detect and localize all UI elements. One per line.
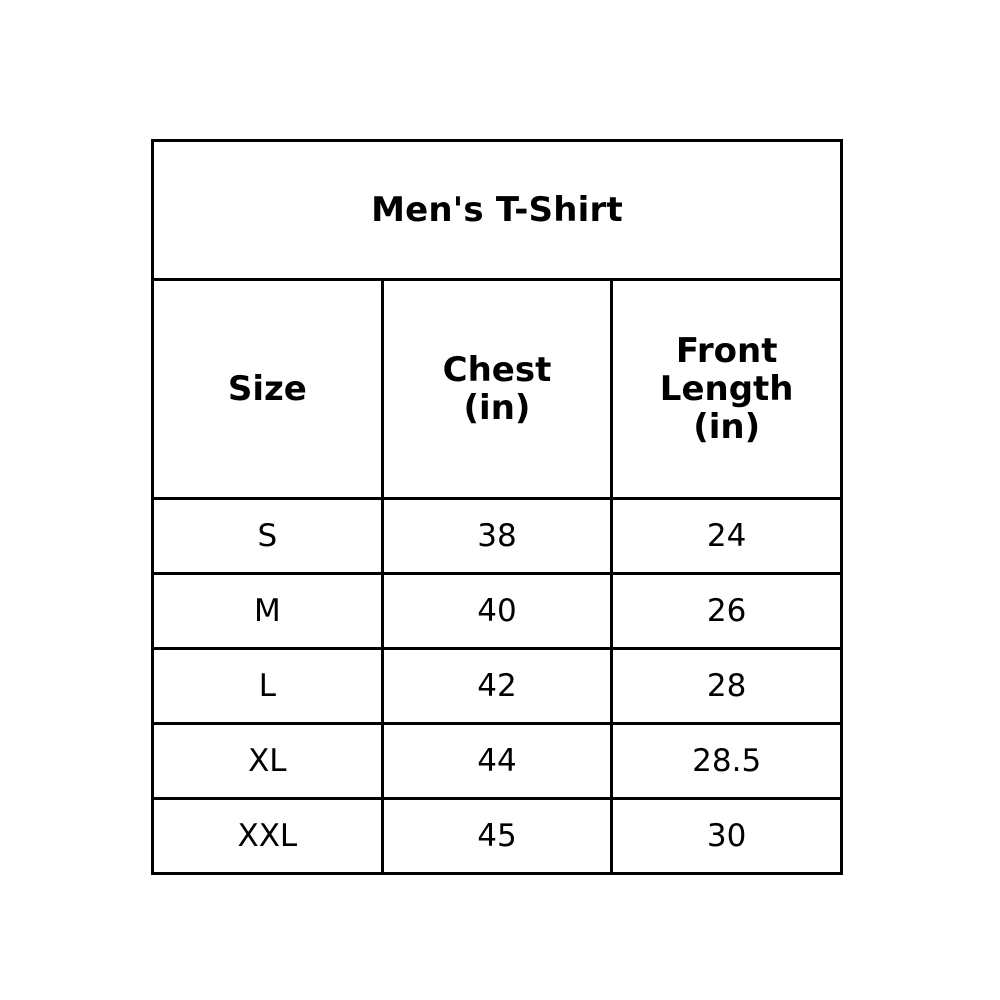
cell-size: S [153, 499, 383, 574]
table-row [153, 649, 842, 724]
cell-size: XXL [153, 799, 383, 874]
table-row [153, 799, 842, 874]
cell-chest: 42 [382, 649, 612, 724]
table-row [153, 724, 842, 799]
column-header-chest: Chest (in) [382, 280, 612, 499]
table-row [153, 574, 842, 649]
column-header-size: Size [153, 280, 383, 499]
cell-chest: 38 [382, 499, 612, 574]
cell-front-length: 28.5 [612, 724, 842, 799]
size-chart-table [151, 139, 843, 875]
table-header-row [153, 280, 842, 499]
table-row [153, 499, 842, 574]
cell-size: L [153, 649, 383, 724]
cell-front-length: 26 [612, 574, 842, 649]
column-header-front-length: Front Length (in) [612, 280, 842, 499]
table-title-row [153, 141, 842, 280]
cell-front-length: 24 [612, 499, 842, 574]
cell-front-length: 28 [612, 649, 842, 724]
cell-chest: 44 [382, 724, 612, 799]
page-title: Men's T-Shirt [153, 141, 842, 280]
cell-front-length: 30 [612, 799, 842, 874]
cell-chest: 40 [382, 574, 612, 649]
cell-chest: 45 [382, 799, 612, 874]
cell-size: M [153, 574, 383, 649]
cell-size: XL [153, 724, 383, 799]
